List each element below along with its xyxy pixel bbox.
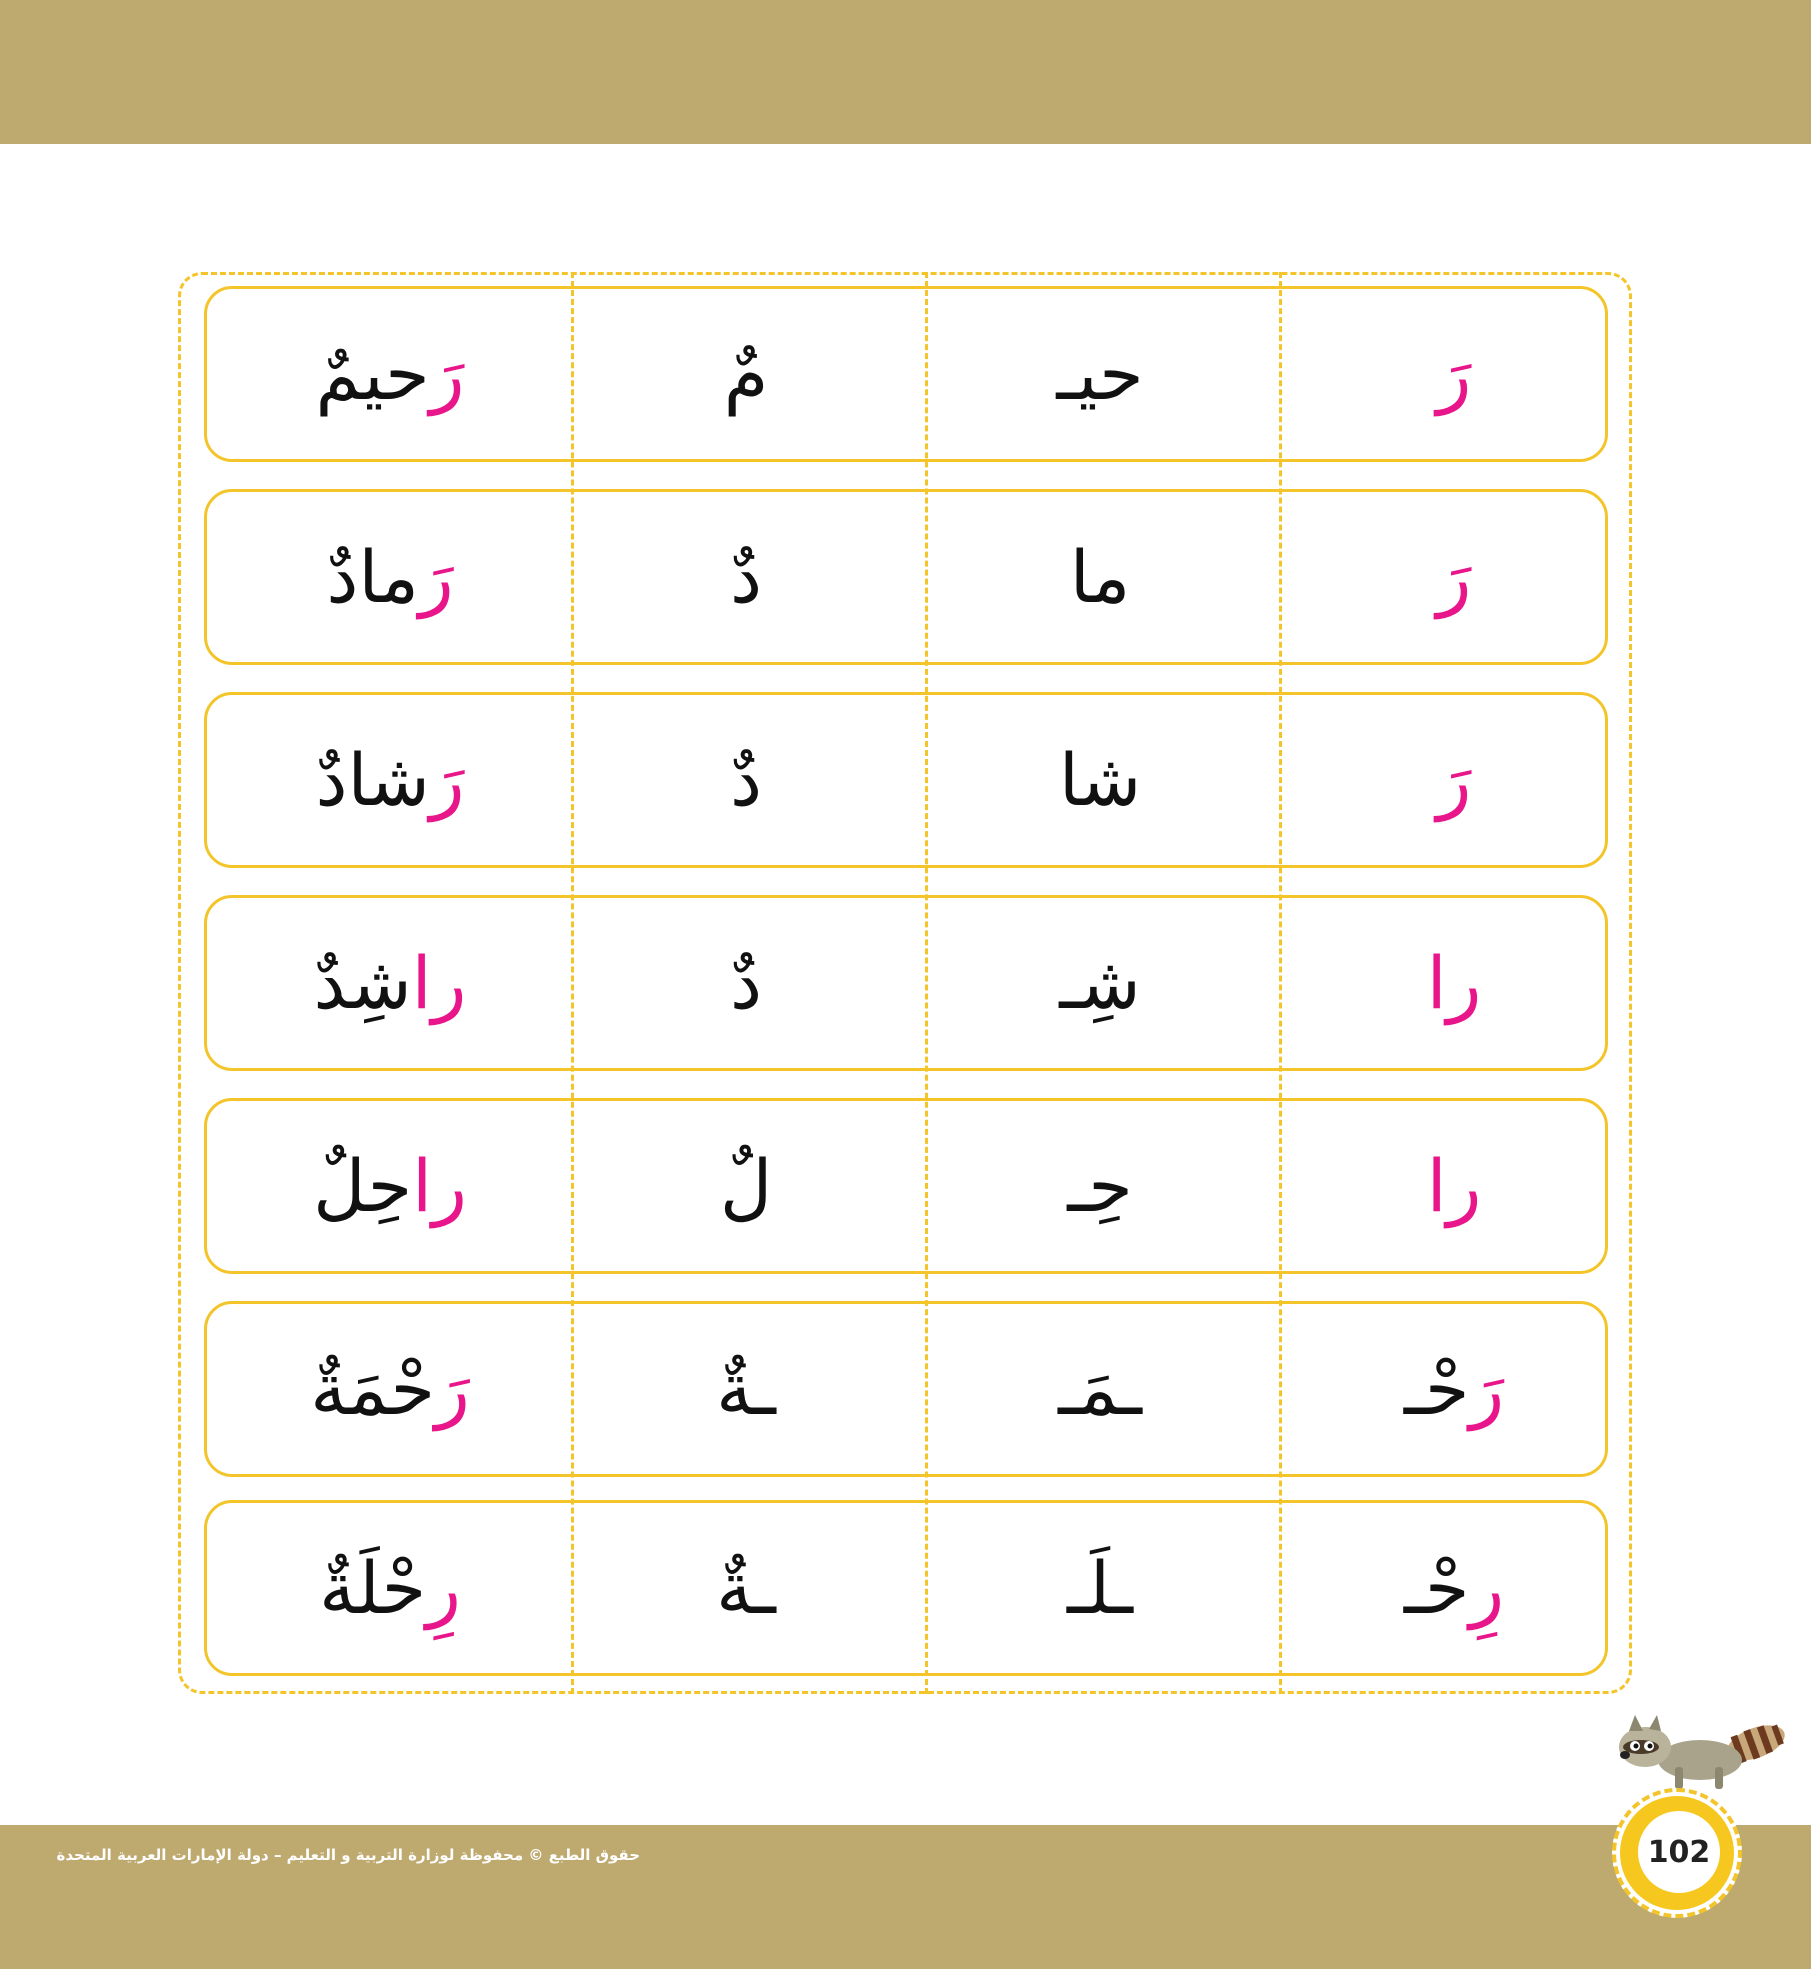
syllable-start [1279, 692, 1629, 868]
highlighted-letter: رَ [429, 332, 465, 416]
raccoon-mascot-icon [1605, 1705, 1785, 1795]
syllable-start [1279, 1500, 1629, 1676]
letter-rest: شِدٌ [313, 941, 412, 1025]
letter-rest: حيمٌ [315, 332, 430, 416]
syllable-middle: ـلَـ [1066, 1546, 1134, 1630]
highlighted-letter: رَ [1436, 738, 1472, 822]
header-band [0, 0, 1811, 144]
syllable-middle: حيـ [1056, 332, 1144, 416]
letter-rest: حْمَةٌ [310, 1347, 435, 1431]
letter-rest: حْـ [1403, 1546, 1470, 1630]
letter-rest: شادٌ [315, 738, 430, 822]
highlighted-letter: رَ [1436, 535, 1472, 619]
whole-word [210, 489, 570, 665]
highlighted-letter: رَ [418, 535, 454, 619]
highlighted-letter: رَ [1469, 1347, 1505, 1431]
whole-word [210, 1500, 570, 1676]
highlighted-letter: رَ [434, 1347, 470, 1431]
syllable-start [1279, 489, 1629, 665]
highlighted-letter: را [1426, 941, 1482, 1025]
syllable-end: دٌ [729, 535, 763, 619]
syllable-end: لٌ [719, 1144, 773, 1228]
letter-rest: حْـ [1403, 1347, 1470, 1431]
highlighted-letter: را [411, 941, 467, 1025]
highlighted-letter: رَ [429, 738, 465, 822]
letter-rest: حْلَةٌ [319, 1546, 427, 1630]
highlighted-letter: رِ [426, 1546, 461, 1630]
highlighted-letter: رَ [1436, 332, 1472, 416]
syllable-end: ـةٌ [716, 1347, 776, 1431]
syllable-middle: ما [1069, 535, 1131, 619]
syllable-middle: شا [1058, 738, 1142, 822]
syllable-start [1279, 286, 1629, 462]
whole-word [210, 1098, 570, 1274]
letter-rest: حِلٌ [313, 1144, 413, 1228]
syllable-middle: ـمَـ [1058, 1347, 1142, 1431]
syllable-end: دٌ [729, 738, 763, 822]
syllable-middle: حِـ [1067, 1144, 1133, 1228]
highlighted-letter: را [1426, 1144, 1482, 1228]
syllable-start [1279, 1098, 1629, 1274]
whole-word [210, 1301, 570, 1477]
whole-word [210, 895, 570, 1071]
syllable-end: دٌ [729, 941, 763, 1025]
syllable-start [1279, 1301, 1629, 1477]
syllable-end: ـةٌ [716, 1546, 776, 1630]
page-number: 102 [1638, 1811, 1720, 1893]
highlighted-letter: رِ [1469, 1546, 1505, 1630]
syllable-end: مٌ [723, 332, 769, 416]
whole-word [210, 286, 570, 462]
highlighted-letter: را [412, 1144, 467, 1228]
copyright-text: حقوق الطبع © محفوظة لوزارة التربية و التعليم – دولة الإمارات العربية المتحدة [56, 1846, 640, 1864]
letter-rest: مادٌ [326, 535, 419, 619]
whole-word [210, 692, 570, 868]
syllable-start [1279, 895, 1629, 1071]
syllable-middle: شِـ [1059, 941, 1141, 1025]
